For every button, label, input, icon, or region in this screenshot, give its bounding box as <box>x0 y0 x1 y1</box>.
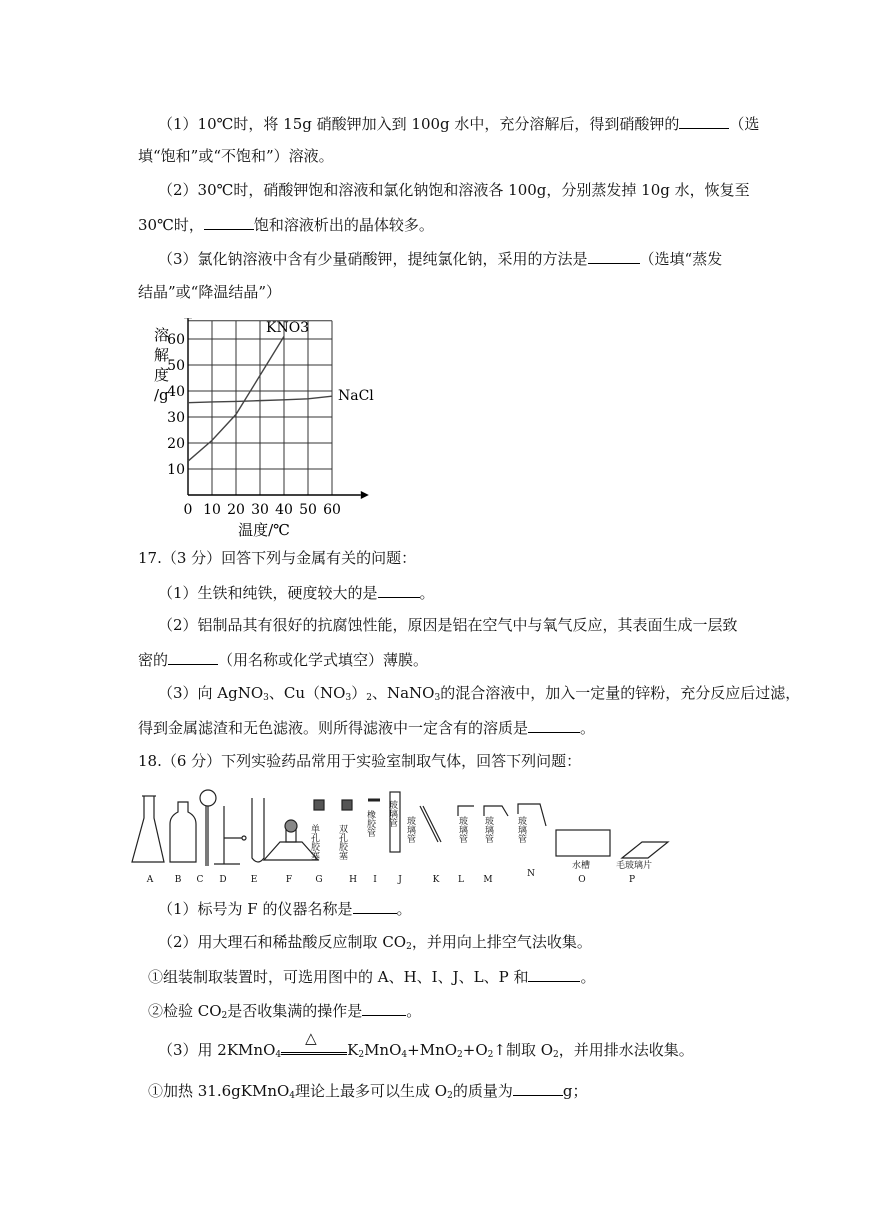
chart-ticks <box>167 332 341 518</box>
answer-blank[interactable] <box>528 717 580 733</box>
bent-glass-tube-icon <box>420 806 441 842</box>
chart-grid <box>188 321 332 495</box>
subscript: 2 <box>221 1011 228 1021</box>
q17-p3-a: （3）向 AgNO <box>158 684 264 702</box>
bent-glass-tube-icon <box>484 806 508 816</box>
apparatus-label: A <box>146 875 154 885</box>
q18-p4-c: 。 <box>406 1002 422 1020</box>
lab-apparatus-figure <box>128 786 673 886</box>
q17-p2-text: （2）铝制品其有很好的抗腐蚀性能，原因是铝在空气中与氧气反应，其表面生成一层致 <box>158 616 738 634</box>
apparatus-label: B <box>174 875 182 885</box>
y-tick-label: 60 <box>167 332 185 348</box>
q18-heading <box>138 751 581 771</box>
q18-p3-suffix: 。 <box>580 968 596 986</box>
test-tube-icon <box>252 798 264 862</box>
series-label-kno3: KNO3 <box>266 320 310 336</box>
q16-part2-line1 <box>158 180 750 200</box>
q18-part1 <box>158 898 412 919</box>
q17-p1-suffix: 。 <box>419 584 435 602</box>
double-hole-stopper-icon <box>342 800 352 810</box>
q18-part2 <box>158 932 592 957</box>
q18-p4-b: 是否收集满的操作是 <box>227 1002 363 1020</box>
answer-blank[interactable] <box>528 966 580 982</box>
x-tick-label: 20 <box>227 502 245 518</box>
q16-part1-line1 <box>158 113 759 134</box>
apparatus-label: O <box>578 875 586 885</box>
apparatus-label: L <box>458 875 464 885</box>
answer-blank[interactable] <box>353 898 397 914</box>
apparatus-label: E <box>250 875 258 885</box>
y-tick-label: 40 <box>167 384 185 400</box>
q16-p1-suffix: （选 <box>729 115 760 133</box>
q18-part2-1 <box>148 966 595 987</box>
q17-p3-f: 得到金属滤渣和无色滤液。则所得滤液中一定含有的溶质是 <box>138 719 529 737</box>
solubility-chart <box>140 318 390 540</box>
iron-stand-icon <box>214 806 246 864</box>
q17-p1-text: （1）生铁和纯铁，硬度较大的是 <box>158 584 378 602</box>
apparatus-label: K <box>432 875 440 885</box>
answer-blank[interactable] <box>378 582 420 598</box>
x-tick-label: 30 <box>251 502 269 518</box>
q18-part3-1 <box>148 1080 587 1106</box>
subscript: 2 <box>457 1050 463 1060</box>
apparatus-label: M <box>483 875 493 885</box>
q18-p1-text: （1）标号为 F 的仪器名称是 <box>158 900 353 918</box>
q16-p3-suffix: （选填“蒸发 <box>639 250 723 268</box>
q18-p5-f: ↑制取 O <box>493 1041 554 1059</box>
item-text: 玻璃管 <box>457 816 467 843</box>
q16-p3-text: （3）氯化钠溶液中含有少量硝酸钾，提纯氯化钠，采用的方法是 <box>158 250 588 268</box>
q18-p6-b: 理论上最多可以生成 O <box>295 1082 448 1100</box>
apparatus-label: D <box>219 875 227 885</box>
q17-p3-d: 、NaNO <box>371 684 435 702</box>
x-tick-label: 0 <box>183 502 193 518</box>
x-tick-label: 50 <box>299 502 317 518</box>
item-text: 橡胶管 <box>365 810 375 837</box>
answer-blank[interactable] <box>679 113 729 129</box>
q17-part3-line2 <box>138 717 595 738</box>
q16-part1-line2 <box>138 146 334 166</box>
q18-p2-b: ，并用向上排空气法收集。 <box>411 933 592 951</box>
item-text: 双孔胶塞 <box>337 824 347 860</box>
q17-part2-line2 <box>138 649 428 670</box>
q16-part3-line1 <box>158 248 722 269</box>
q17-title: 17.（3 分）回答下列与金属有关的问题： <box>138 549 417 567</box>
apparatus-label: H <box>349 875 357 885</box>
y-tick-label: 50 <box>167 358 185 374</box>
q18-p5-b: K <box>347 1041 359 1059</box>
item-text: 玻璃管 <box>516 816 526 843</box>
subscript: 2 <box>366 693 372 703</box>
subscript: 3 <box>263 693 269 703</box>
thistle-funnel-icon <box>200 790 216 866</box>
subscript: 3 <box>434 693 441 703</box>
y-tick-label: 20 <box>167 436 185 452</box>
y-axis-label: 溶 <box>154 326 170 344</box>
subscript: 2 <box>447 1091 453 1101</box>
subscript: 4 <box>401 1050 408 1060</box>
heat-symbol: △ <box>305 1029 317 1047</box>
q16-p2-prefix: 30℃时， <box>138 216 204 234</box>
apparatus-label: G <box>315 875 323 885</box>
x-axis-label: 温度/℃ <box>238 521 290 539</box>
q18-p2-a: （2）用大理石和稀盐酸反应制取 CO <box>158 933 407 951</box>
q18-p3-text: ①组装制取装置时，可选用图中的 A、H、I、J、L、P 和 <box>148 968 529 986</box>
gas-bottle-icon <box>170 802 196 862</box>
q18-p5-d: +MnO <box>407 1041 458 1059</box>
apparatus-label: F <box>285 875 293 885</box>
q18-p5-e: +O <box>462 1041 488 1059</box>
reaction-arrow <box>281 1029 347 1055</box>
q17-part1 <box>158 582 435 603</box>
y-tick-label: 30 <box>167 410 185 426</box>
item-text: 玻璃管 <box>387 800 397 827</box>
subscript: 2 <box>553 1050 559 1060</box>
q18-p5-a: （3）用 2KMnO <box>158 1041 276 1059</box>
y-axis-label: 解 <box>154 346 170 364</box>
item-text: 玻璃管 <box>405 816 415 843</box>
q18-p6-d: g； <box>562 1082 588 1100</box>
apparatus-label: N <box>527 869 535 879</box>
q18-part3 <box>158 1029 694 1065</box>
answer-blank[interactable] <box>362 1000 406 1016</box>
q16-part3-line2 <box>138 282 281 302</box>
answer-blank[interactable] <box>588 248 640 264</box>
item-text: 毛玻璃片 <box>616 861 653 871</box>
answer-blank[interactable] <box>168 649 218 665</box>
q18-p1-suffix: 。 <box>396 900 412 918</box>
q17-part2-line1 <box>158 615 738 635</box>
q16-p2-text: （2）30℃时，硝酸钾饱和溶液和氯化钠饱和溶液各 100g，分别蒸发掉 10g 水，恢复至 <box>158 181 750 199</box>
q16-p1-text: （1）10℃时，将 15g 硝酸钾加入到 100g 水中，充分溶解后，得到硝酸钾的 <box>158 115 680 133</box>
x-tick-label: 60 <box>323 502 341 518</box>
q18-p4-a: ②检验 CO <box>148 1002 222 1020</box>
bent-glass-tube-icon <box>458 806 474 816</box>
q17-part3-line1 <box>158 683 800 708</box>
single-hole-stopper-icon <box>314 800 324 810</box>
q17-p3-c: ） <box>351 684 367 702</box>
subscript: 4 <box>289 1091 296 1101</box>
x-tick-label: 10 <box>203 502 221 518</box>
y-tick-label: 10 <box>167 462 185 478</box>
item-text: 玻璃管 <box>483 816 493 843</box>
series-label-nacl: NaCl <box>338 388 374 405</box>
q16-part2-line2 <box>138 214 434 235</box>
q18-p5-g: ，并用排水法收集。 <box>558 1041 694 1059</box>
answer-blank[interactable] <box>513 1080 563 1096</box>
q18-p6-a: ①加热 31.6gKMnO <box>148 1082 290 1100</box>
q17-p3-b: 、Cu（NO <box>268 684 346 702</box>
q18-p6-c: 的质量为 <box>452 1082 513 1100</box>
q17-heading <box>138 548 416 568</box>
q18-part2-2 <box>148 1000 421 1026</box>
water-trough-icon <box>556 830 610 856</box>
q16-p3-cont: 结晶”或“降温结晶”） <box>138 283 282 301</box>
q18-p5-c: MnO <box>364 1041 402 1059</box>
x-axis-arrow <box>361 491 369 499</box>
glass-plate-icon <box>622 842 668 858</box>
answer-blank[interactable] <box>204 214 254 230</box>
conical-flask-icon <box>132 796 164 862</box>
subscript: 2 <box>406 942 412 952</box>
q17-p2-suffix: （用名称或化学式填空）薄膜。 <box>218 651 429 669</box>
apparatus-label: J <box>398 875 402 885</box>
q17-p3-g: 。 <box>580 719 596 737</box>
y-axis-label: /g <box>154 386 169 404</box>
item-text: 单孔胶塞 <box>309 824 319 860</box>
apparatus-label: C <box>196 875 204 885</box>
subscript: 2 <box>358 1050 365 1060</box>
item-text: 水槽 <box>572 861 591 871</box>
subscript: 2 <box>487 1050 494 1060</box>
subscript: 3 <box>345 693 352 703</box>
y-axis-label: 度 <box>154 366 170 384</box>
q16-p1-cont: 填“饱和”或“不饱和”）溶液。 <box>138 147 334 165</box>
q18-title: 18.（6 分）下列实验药品常用于实验室制取气体，回答下列问题： <box>138 752 582 770</box>
apparatus-label: I <box>373 875 377 885</box>
x-tick-label: 40 <box>275 502 293 518</box>
subscript: 4 <box>275 1050 282 1060</box>
apparatus-label: P <box>628 875 636 885</box>
q16-p2-suffix: 饱和溶液析出的晶体较多。 <box>253 216 434 234</box>
q17-p3-e: 的混合溶液中，加入一定量的锌粉，充分反应后过滤， <box>440 684 801 702</box>
q17-p2-prefix: 密的 <box>138 651 169 669</box>
